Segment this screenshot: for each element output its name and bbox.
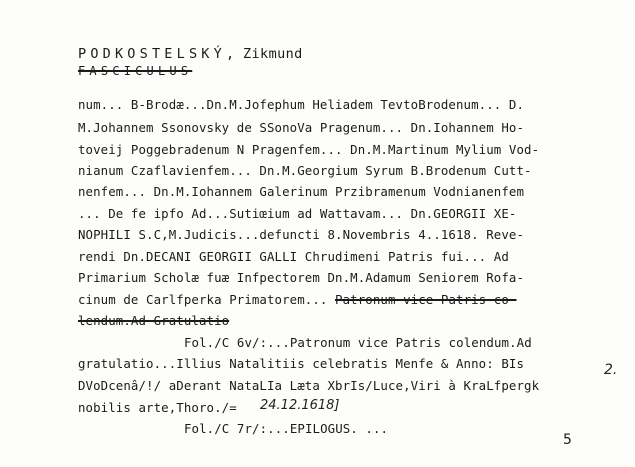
body-line-2: M.Johannem Ssonovsky de SSonoVa Pragenum... Dn.Iohannem Ho- (78, 120, 525, 135)
body-line-6: ... De fe ipfo Ad...Sutiœium ad Wattavam... Dn.GEORGII XE- (78, 206, 517, 221)
folio-7r-line: Fol./C 7r/:...EPILOGUS. ... (184, 421, 389, 436)
nobilis-line (78, 400, 237, 415)
body-line-9: Primarium Scholæ fuæ Infpectorem Dn.M.Adamum Seniorem Rofa- (78, 270, 525, 285)
body-line-3: toveij Poggebradenum N Pragenfem... Dn.M.Martinum Mylium Vod- (78, 142, 540, 157)
nobilis-text: nobilis arte,Thoro./= (78, 400, 237, 415)
author-surname: PODKOSTELSKÝ (78, 46, 226, 62)
body-line-1: num... B-Brodæ...Dn.M.Jofephum Heliadem TevtoBrodenum... D. (78, 97, 525, 112)
struck-text-gratulatio: lendum.Ad Gratulatio (78, 313, 230, 328)
page-number: 5 (563, 432, 572, 448)
author-given-name: Zikmund (243, 46, 303, 62)
struck-fasciculus-heading: FASCICULUS (78, 64, 193, 78)
handwritten-date: 24.12.1618] (260, 398, 340, 413)
margin-mark: 2. (604, 362, 618, 378)
body-line-5: nenfem... Dn.M.Iohannem Galerinum Przibramenum Vodnianenfem (78, 184, 525, 199)
dvodcena-line: DVoDcenâ/!/ aDerant NataLIa Læta XbrIs/Luce,Viri à KraLfpergk (78, 378, 540, 393)
folio-6v-line: Fol./C 6v/:...Patronum vice Patris colendum.Ad (184, 335, 532, 350)
body-line-10 (78, 292, 516, 307)
gratulatio-line: gratulatio...Illius Natalitiis celebratis Menfe & Anno: BIs (78, 356, 525, 371)
body-line-8: rendi Dn.DECANI GEORGII GALLI Chrudimeni Patris fui... Ad (78, 249, 509, 264)
struck-text-patronum: Patronum vice Patris co- (335, 292, 517, 307)
author-heading: PODKOSTELSKÝ, Zikmund (78, 46, 303, 62)
body-line-10-text: cinum de Carlfperka Primatorem... (78, 292, 328, 307)
body-line-4: nianum Czaflavienfem... Dn.M.Georgium Syrum B.Brodenum Cutt- (78, 163, 532, 178)
body-line-7: NOPHILI S.C,M.Judicis...defuncti 8.Novembris 4..1618. Reve- (78, 227, 525, 242)
